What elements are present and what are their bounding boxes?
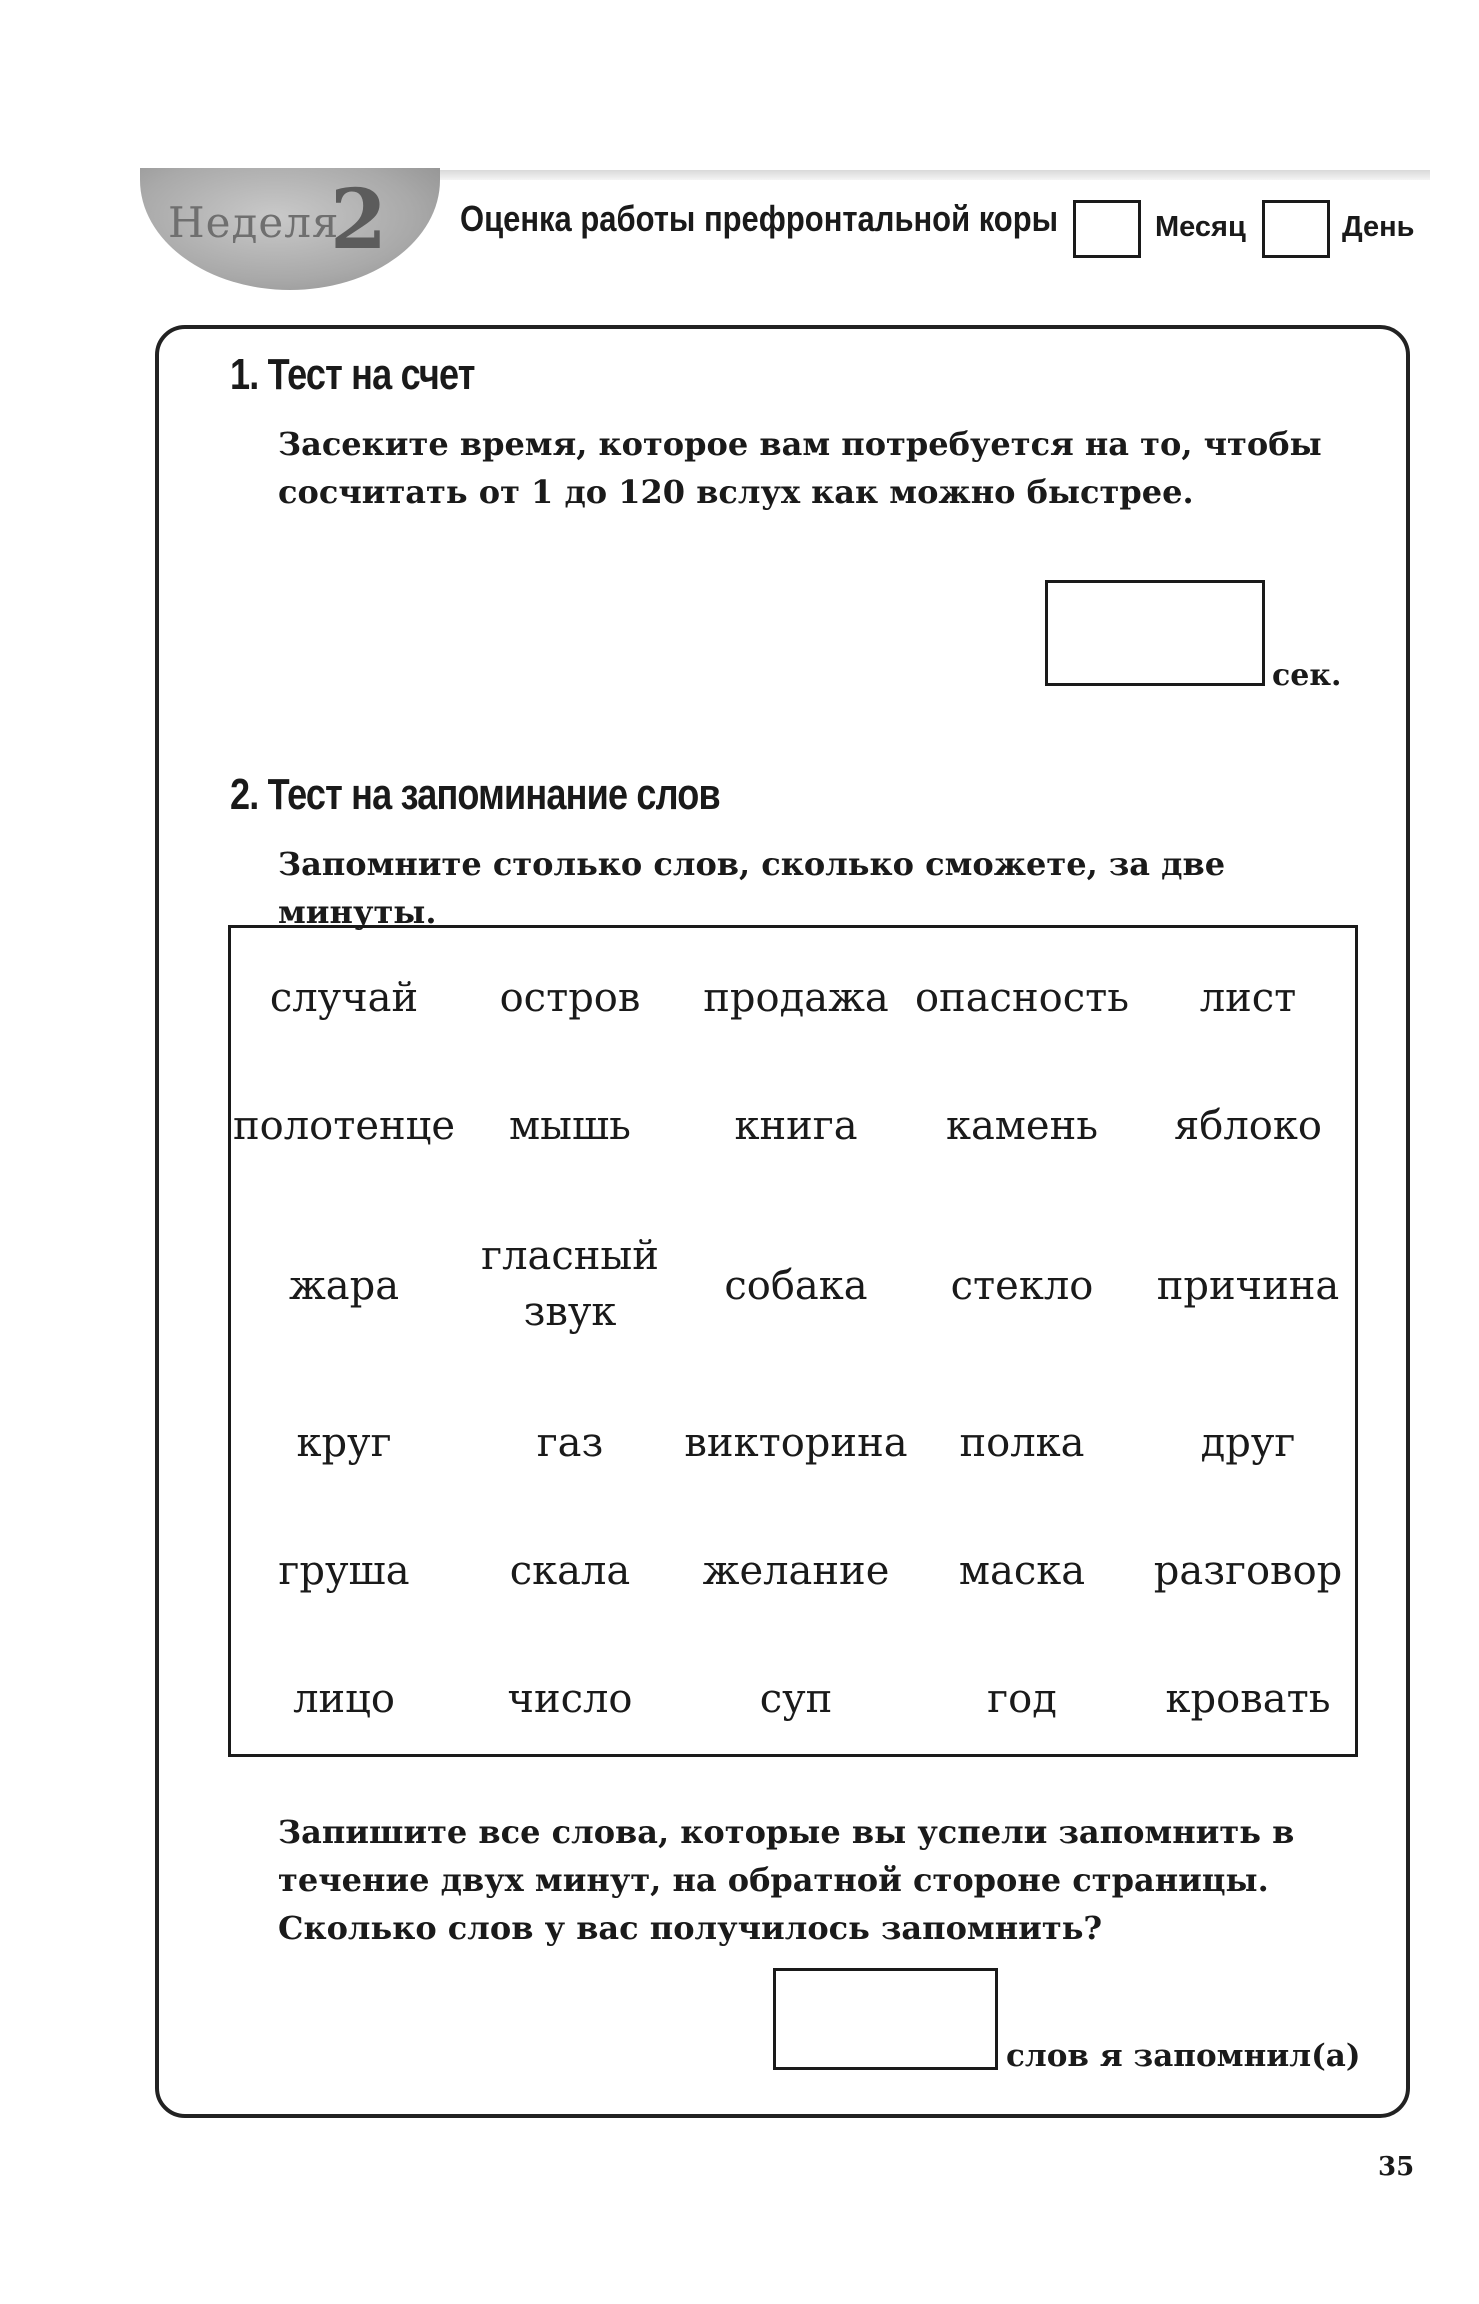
word-cell: полка [959,1420,1085,1466]
word-cell: груша [278,1548,410,1594]
word-cell: мышь [509,1103,631,1149]
word-count-label: слов я запомнил(а) [1006,2038,1361,2074]
instructions-end: . [425,893,437,931]
word-cell: жара [288,1263,400,1309]
seconds-answer-box[interactable] [1045,580,1265,686]
word-cell: лицо [293,1676,395,1722]
word-cell: круг [296,1420,392,1466]
word-cell: разговор [1153,1548,1343,1594]
section2-title: 2. Тест на запоминание слов [230,770,720,819]
word-cell: викторина [684,1420,908,1466]
recall-instructions: Запишите все слова, которые вы успели запомнить в течение двух минут, на обратной стороне страницы. Сколько слов у вас получилось запомнить? [278,1813,1295,1947]
month-label: Месяц [1155,211,1246,243]
word-cell: остров [499,975,641,1021]
week-badge [140,168,440,290]
instructions-emphasis: за две минуты [278,845,1226,931]
word-cell: суп [759,1676,833,1722]
word-cell: год [987,1676,1057,1722]
section1-title: 1. Тест на счет [230,350,475,399]
word-cell: стекло [950,1263,1094,1309]
week-number: 2 [330,172,388,268]
word-cell: яблоко [1174,1103,1322,1149]
word-cell: кровать [1165,1676,1331,1722]
page-number: 35 [1378,2152,1415,2182]
section2-instructions [278,840,1358,936]
word-cell: случай [269,975,419,1021]
word-cell: желание [702,1548,890,1594]
word-cell: число [507,1676,633,1722]
word-cell: лист [1199,975,1297,1021]
word-cell: собака [724,1263,868,1309]
word-cell: книга [734,1103,858,1149]
word-cell: камень [945,1103,1099,1149]
seconds-unit-label: сек. [1272,658,1342,693]
word-cell: продажа [703,975,889,1021]
day-label: День [1342,211,1415,243]
instructions-text: Запомните столько слов, сколько сможете, [278,845,1109,883]
word-cell: причина [1156,1263,1340,1309]
word-cell: скала [509,1548,631,1594]
word-count-answer-box[interactable] [773,1968,998,2070]
month-input-box[interactable] [1073,200,1141,258]
page-title: Оценка работы префронтальной коры [460,198,1059,239]
day-input-box[interactable] [1262,200,1330,258]
section1-instructions: Засеките время, которое вам потребуется на то, чтобы сосчитать от 1 до 120 вслух как можно быстрее. [278,425,1322,511]
word-table [228,925,1358,1757]
word-cell: газ [536,1420,604,1466]
word-cell: полотенце [232,1103,456,1149]
word-cell: опасность [914,975,1130,1021]
word-cell: маска [958,1548,1086,1594]
word-cell: друг [1200,1420,1296,1466]
week-label: Неделя [168,198,340,247]
word-cell: гласный звук [481,1233,659,1335]
